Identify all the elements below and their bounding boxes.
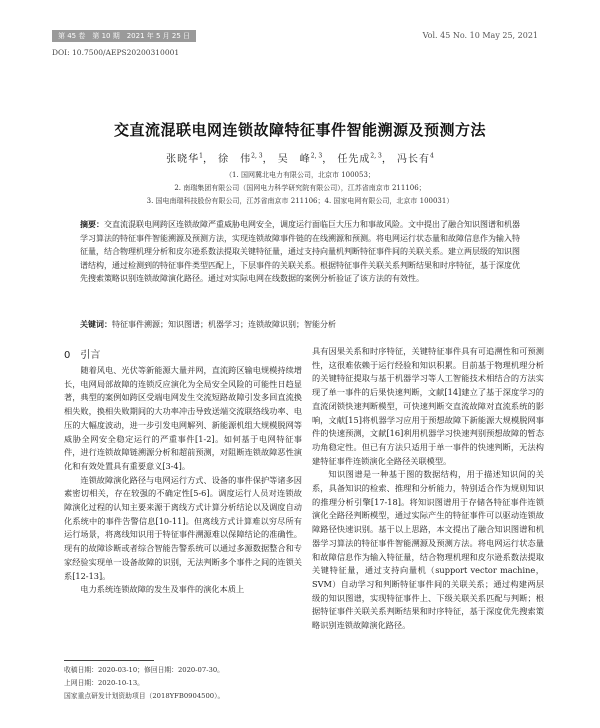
body-paragraph: 电力系统连锁故障的发生及事件的演化本质上	[80, 584, 245, 595]
affiliation-line: （1. 国网冀北电力有限公司，北京市 100053；	[225, 171, 375, 179]
author-affiliation-mark: 2, 3	[370, 152, 382, 160]
author-name: 冯长有	[397, 154, 431, 165]
body-paragraph: 随着风电、光伏等新能源大量并网，直流跨区输电规模持续增长，电网局部故障的连锁反应演化为全局安全风险的可能性日趋显著，典型的案例如跨区受端电网发生交流短路故障引发多回直流换相失败，换相失败期间的大功率冲击导致送端交流联络线功率、电压的大幅度波动，进一步引发电网解列、新能源机组大规模脱网等威胁全网安全稳定运行的严重事件[1-2]。如何基于电网特征事件，进行连锁故障链溯源分析和超前预测，对阻断连锁故障恶性演化和有效处置具有重要意义[3-4]。	[64, 365, 302, 471]
journal-issue-badge: 第 45 卷 第 10 期 2021 年 5 月 25 日	[52, 30, 196, 42]
section-title: 引言	[80, 350, 101, 361]
footnote: 上网日期：2020-10-13。	[64, 679, 144, 687]
footnote: 收稿日期：2020-03-10；修回日期：2020-07-30。	[64, 666, 224, 674]
right-column	[312, 345, 544, 633]
paper-title: 交直流混联电网连锁故障特征事件智能溯源及预测方法	[113, 121, 486, 139]
abstract-label: 摘要：	[80, 220, 104, 229]
author-name: 张晓华	[166, 154, 200, 165]
author-affiliation-mark: 4	[430, 152, 434, 160]
body-paragraph: 具有因果关系和时序特征，关键特征事件具有可追溯性和可预测性，这很难依赖于运行经验和知识积累。目前基于物理机理分析的关键特征提取与基于机器学习等人工智能技术相结合的方法实现了单一事件的后果快速判断，文献[14]建立了基于深度学习的直流闭锁快速判断模型，可快速判断交直流故障对直流系统的影响，文献[15]将机器学习应用于预想故障下新能源大规模脱网事件的快速预测，文献[16]利用机器学习快速判别预想故障的暂态功角稳定性。但已有方法只适用于单一事件的快速判断，无法构建特征事件连锁演化全路径关联模型。	[312, 346, 544, 466]
body-paragraph: 连锁故障演化路径与电网运行方式、设备的事件保护等诸多因素密切相关，存在较强的不确定性[5-6]。调度运行人员对连锁故障演化过程的认知主要来源于离线方式计算分析结论以及调度自动化系统中的事件告警信息[10-11]。但离线方式计算难以穷尽所有运行场景，将离线知识用于特征事件溯源难以保障结论的准确性。现有的故障诊断或者综合智能告警系统可以通过多源数据整合和专家经验实现单一设备故障的识别，无法判断多个事件之间的连锁关系[12-13]。	[64, 474, 302, 581]
author-name: 徐 伟	[218, 154, 252, 165]
keywords	[80, 319, 520, 330]
author-name: 任先成	[337, 154, 371, 165]
affiliation-line: 3. 国电南瑞科技股份有限公司，江苏省南京市 211106；4. 国家电网有限公司，北京市 100031）	[146, 197, 454, 205]
keywords-text: 特征事件溯源；知识图谱；机器学习；连锁故障识别；智能分析	[112, 320, 336, 329]
footnote-divider	[64, 660, 154, 661]
abstract	[80, 218, 520, 286]
footnote: 国家重点研发计划资助项目（2018YFB0904500）。	[64, 692, 225, 700]
author-affiliation-mark: 2, 3	[251, 152, 263, 160]
author-affiliation-mark: 1	[199, 152, 203, 160]
author-list: 张晓华$^1$， 徐 伟$^{2, 3}$， 吴 峰$^{2, 3}$， 任先成$^{2, 3}$， 冯长有$^4$	[166, 152, 434, 165]
section-number: 0	[64, 350, 71, 361]
author-affiliation-mark: 2, 3	[310, 152, 323, 160]
abstract-text: 交直流混联电网跨区连锁故障严重威胁电网安全，调度运行面临巨大压力和事故风险。文中提出了融合知识图谱和机器学习算法的特征事件智能溯源及预测方法，实现连锁故障事件链的在线溯源和预测。将电网运行状态量和故障信息作为输入特征量，结合物理机理分析和皮尔逊系数法提取关键特征量，通过支持向量机判断特征事件间的关联关系。建立两层级的知识图谱结构，通过检测到的特征事件类型匹配上，下层事件的关联关系。根据特征事件关联关系判断结果和时序特征，基于深度优先搜索策略识别连锁故障演化路径。通过对实际电网在线数据的案例分析验证了该方法的有效性。	[80, 220, 520, 284]
journal-volume-info: Vol. 45 No. 10 May 25, 2021	[422, 31, 538, 40]
body-paragraph: 知识图谱是一种基于图的数据结构，用于描述知识间的关系，具备知识的检索、推理和分析能力，特别适合作为规则知识的推理分析引擎[17-18]。将知识图谱用于存储各特征事件连锁演化全路径判断模型，通过实际产生的特征事件可以驱动连锁故障路径快速识别。基于以上思路，本文提出了融合知识图谱和机器学习算法的特征事件智能溯源及预测方法。将电网运行状态量和故障信息作为输入特征量，结合物理机理和皮尔逊系数法提取关键特征量，通过支持向量机（support vector machine，SVM）自动学习和判断特征事件间的关联关系；通过构建两层级的知识图谱，实现特征事件上、下级关联关系匹配与判断；根据特征事件关联关系判断结果和时序特征，基于深度优先搜索策略识别连锁故障演化路径。	[312, 469, 544, 631]
section-heading	[64, 346, 100, 361]
doi[interactable]: DOI: 10.7500/AEPS20200310001	[52, 48, 180, 57]
author-name: 吴 峰	[277, 154, 311, 165]
affiliation-line: 2. 南瑞集团有限公司（国网电力科学研究院有限公司），江苏省南京市 211106；	[174, 184, 426, 192]
keywords-label: 关键词：	[80, 320, 112, 329]
left-column	[64, 364, 302, 597]
